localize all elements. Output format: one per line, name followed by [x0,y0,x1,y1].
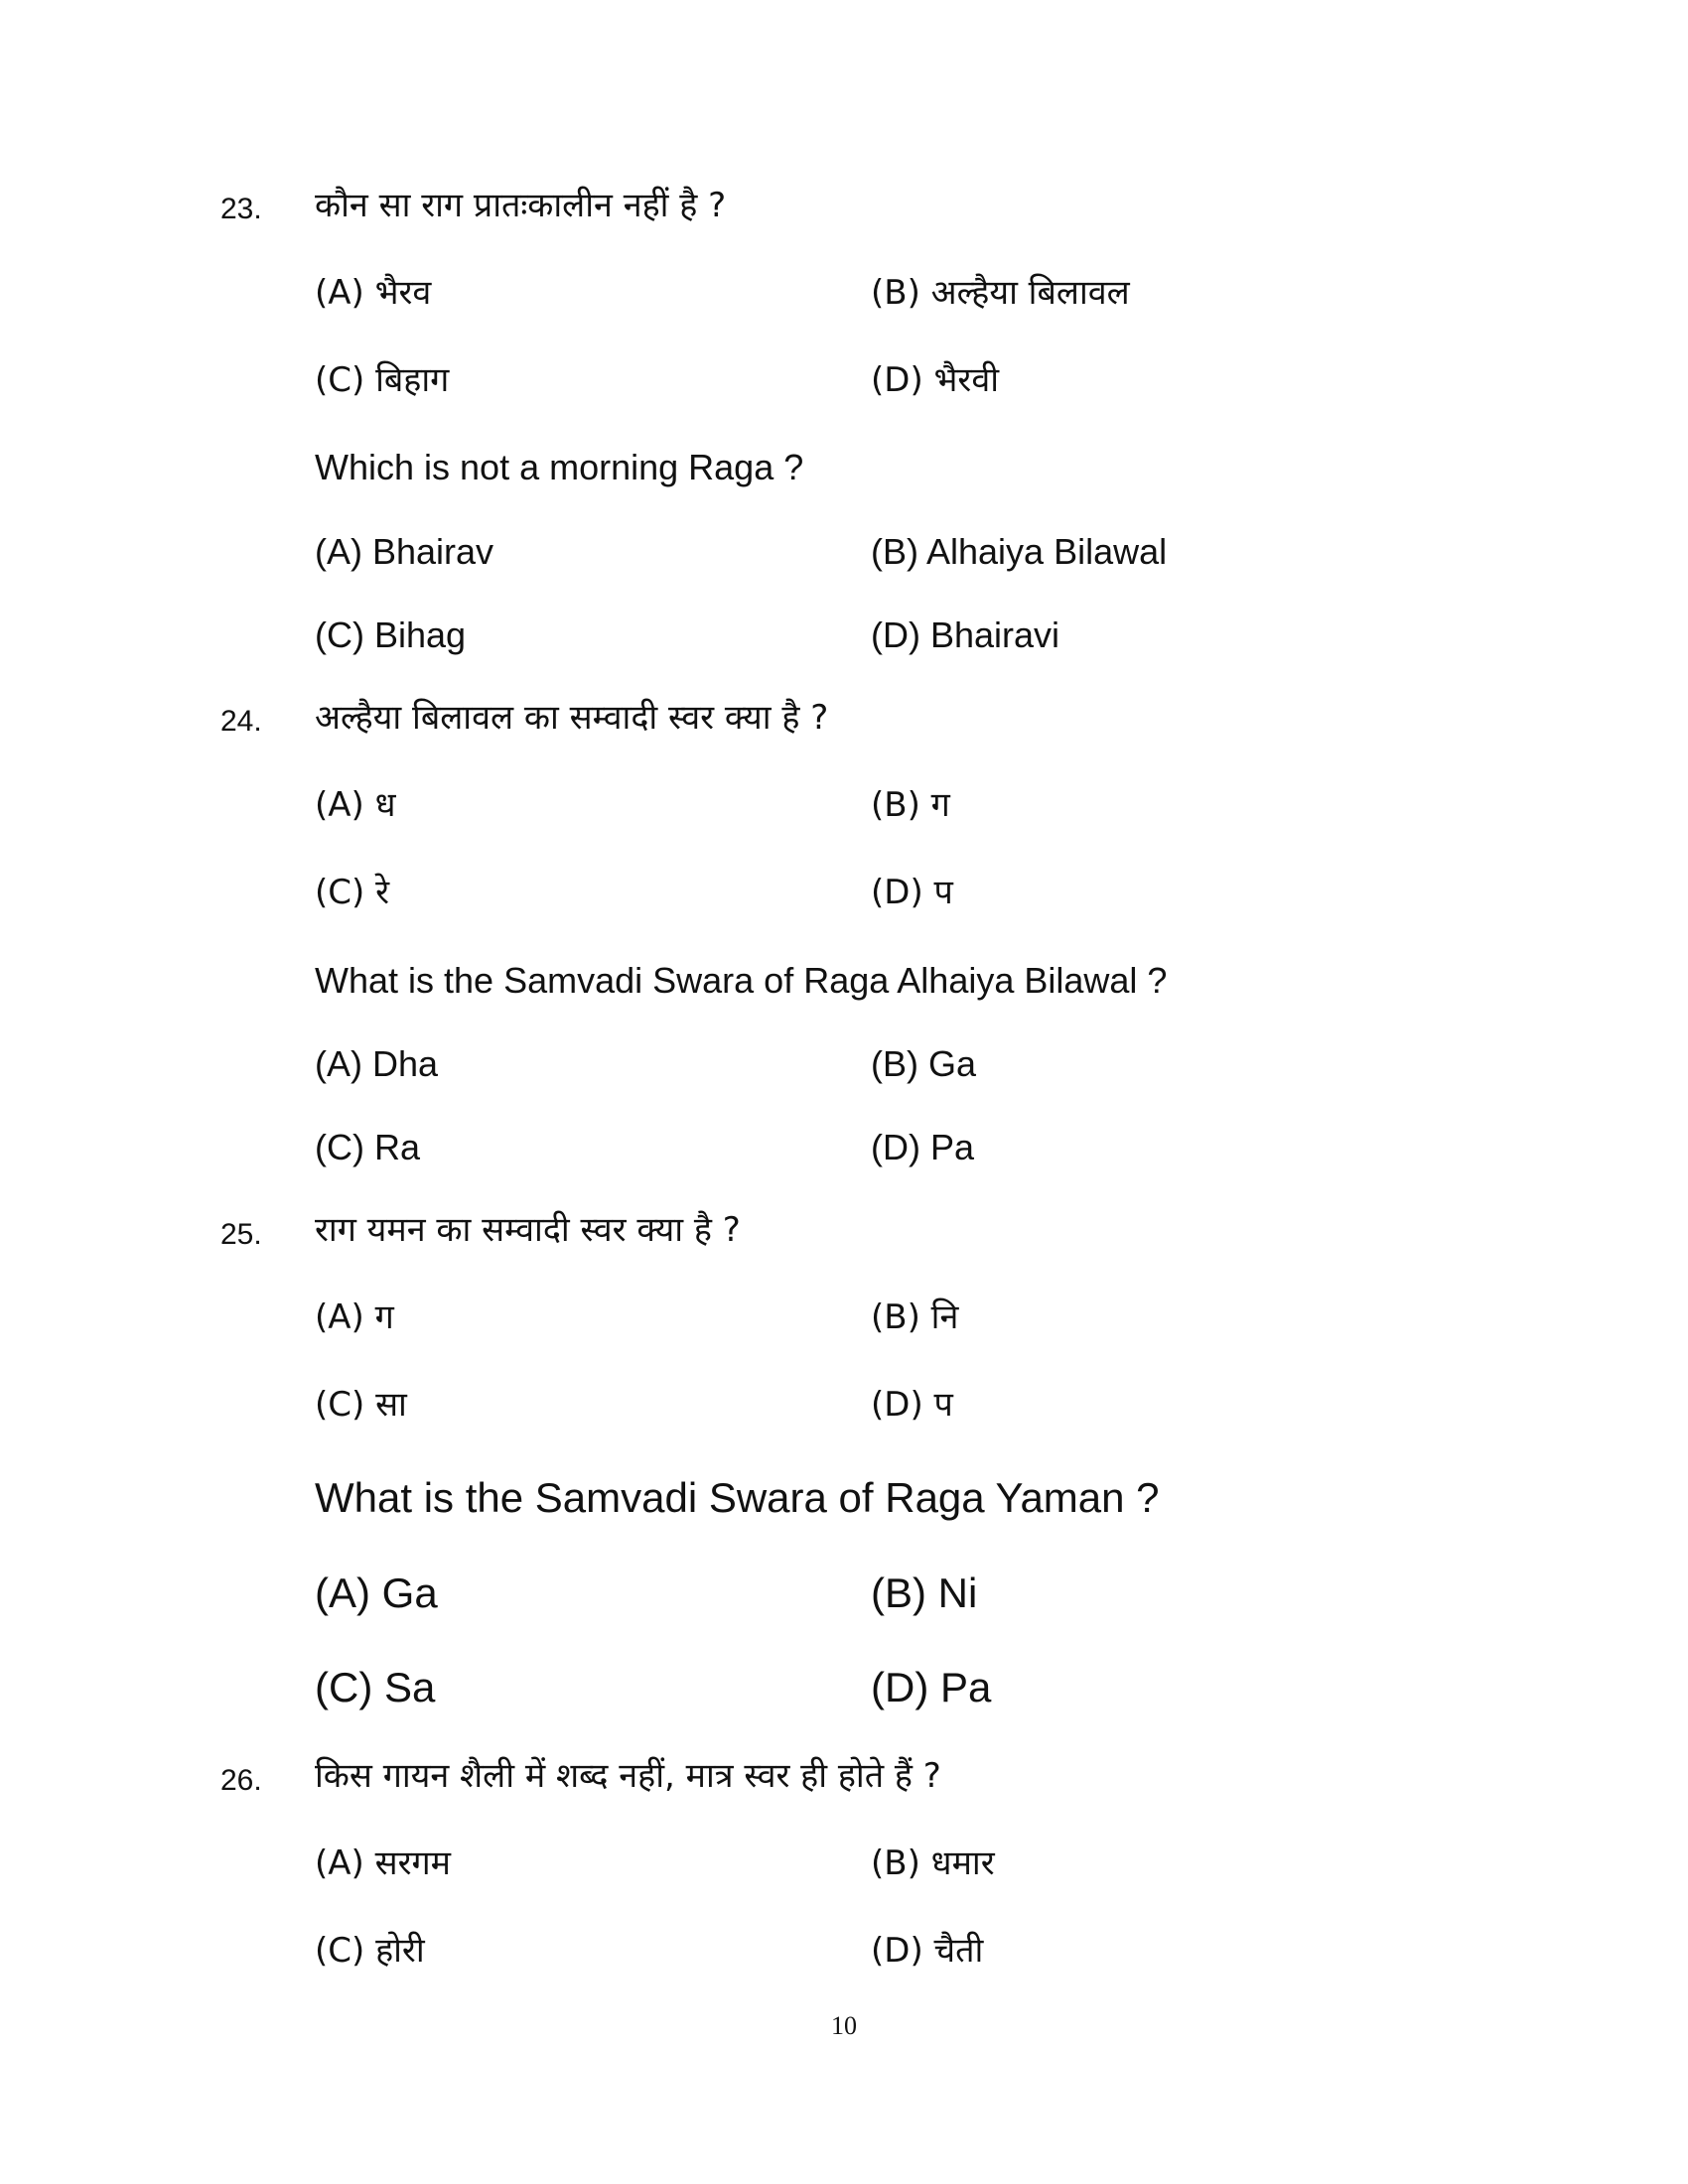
q23-english-option-a: (A) Bhairav [315,531,494,572]
question-number-25: 25. [220,1218,262,1251]
q23-hindi-option-a: (A) भैरव [315,273,432,313]
question-23-english-text: Which is not a morning Raga ? [315,447,804,487]
question-23-hindi-text: कौन सा राग प्रातःकालीन नहीं है ? [315,186,727,225]
q24-hindi-option-a: (A) ध [315,785,396,825]
q26-hindi-option-a: (A) सरगम [315,1843,451,1883]
q25-english-option-b: (B) Ni [871,1570,978,1616]
q24-hindi-option-b: (B) ग [871,785,950,825]
question-number-23: 23. [220,193,262,225]
q23-english-option-c: (C) Bihag [315,614,467,655]
question-26-hindi-text: किस गायन शैली में शब्द नहीं, मात्र स्वर ही होते हैं ? [315,1756,941,1796]
q23-english-option-b: (B) Alhaiya Bilawal [871,531,1168,572]
page-number: 10 [831,2011,857,2040]
q26-hindi-option-c: (C) होरी [315,1931,425,1971]
q26-hindi-option-d: (D) चैती [871,1931,984,1971]
q25-hindi-option-d: (D) प [871,1385,953,1425]
question-25-hindi-text: राग यमन का सम्वादी स्वर क्या है ? [315,1210,741,1250]
question-number-24: 24. [220,705,262,738]
q23-hindi-option-b: (B) अल्हैया बिलावल [871,273,1130,313]
q26-hindi-option-b: (B) धमार [871,1843,995,1883]
q24-english-option-b: (B) Ga [871,1043,977,1084]
q25-hindi-option-b: (B) नि [871,1297,959,1337]
q25-english-option-c: (C) Sa [315,1664,436,1710]
question-25-english-text: What is the Samvadi Swara of Raga Yaman ? [315,1474,1160,1521]
q25-english-option-a: (A) Ga [315,1570,438,1616]
question-number-26: 26. [220,1764,262,1797]
question-24-hindi-text: अल्हैया बिलावल का सम्वादी स्वर क्या है ? [315,698,829,738]
q24-hindi-option-c: (C) रे [315,873,389,912]
q25-hindi-option-a: (A) ग [315,1297,394,1337]
q24-english-option-a: (A) Dha [315,1043,439,1084]
q25-hindi-option-c: (C) सा [315,1385,407,1425]
question-24-english-text: What is the Samvadi Swara of Raga Alhaiya Bilawal ? [315,960,1168,1001]
q23-hindi-option-c: (C) बिहाग [315,360,450,400]
q25-english-option-d: (D) Pa [871,1664,992,1710]
q24-english-option-d: (D) Pa [871,1127,975,1167]
q23-hindi-option-d: (D) भैरवी [871,360,1000,400]
q24-hindi-option-d: (D) प [871,873,953,912]
q24-english-option-c: (C) Ra [315,1127,420,1167]
q23-english-option-d: (D) Bhairavi [871,614,1060,655]
